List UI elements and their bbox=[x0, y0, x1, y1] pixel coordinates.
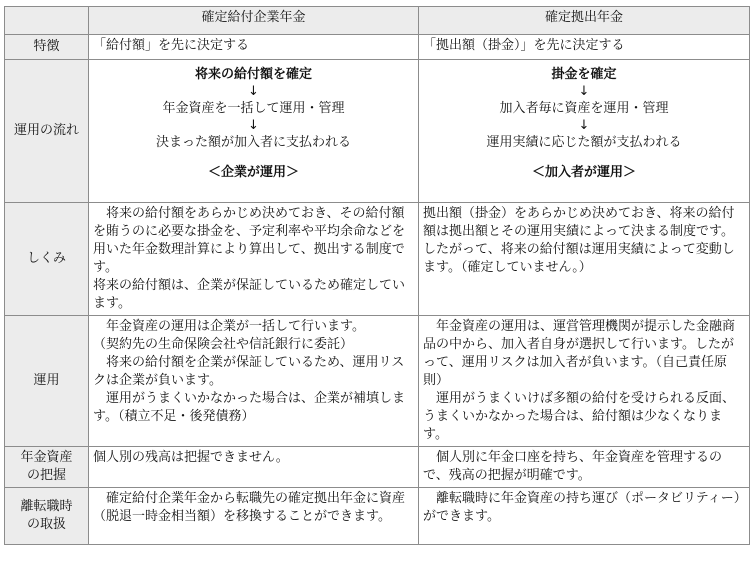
cell-feature-dc: 「拠出額（掛金）」を先に決定する bbox=[419, 35, 750, 60]
flow-dc-summary: ＜加入者が運用＞ bbox=[531, 165, 636, 180]
row-mechanism bbox=[5, 203, 750, 316]
cell-job-change-dc bbox=[419, 488, 750, 545]
mechanism-dc-paragraph-1: 拠出額（掛金）をあらかじめ決めておき、将来の給付額は拠出額とその運用実績によって決まる制度です。 bbox=[423, 206, 735, 239]
header-row bbox=[5, 7, 750, 35]
row-label-mechanism-text: しくみ bbox=[26, 251, 66, 266]
down-arrow-icon: ↓ bbox=[248, 84, 259, 99]
job-change-db-text: 確定給付企業年金から転職先の確定拠出年金に資産（脱退一時金相当額）を移換することができます。 bbox=[93, 491, 406, 524]
mechanism-dc-paragraph-2: したがって、将来の給付額は運用実績によって変動します。（確定していません。） bbox=[423, 242, 735, 275]
flow-db-summary: ＜企業が運用＞ bbox=[207, 165, 299, 180]
row-label-flow bbox=[5, 60, 89, 203]
row-feature bbox=[5, 35, 750, 60]
row-label-asset-grasp bbox=[5, 447, 89, 488]
operation-db-paragraph-3: 将来の給付額を企業が保証しているため、運用リスクは企業が負います。 bbox=[93, 355, 405, 388]
operation-dc-paragraph-2: 運用がうまくいけば多額の給付を受けられる反面、うまくいかなかった場合は、給付額は少なくなります。 bbox=[423, 391, 736, 442]
cell-operation-dc bbox=[419, 316, 750, 447]
header-corner-cell bbox=[5, 7, 89, 35]
cell-asset-grasp-db bbox=[89, 447, 419, 488]
operation-db-paragraph-2: （契約先の生命保険会社や信託銀行に委託） bbox=[93, 337, 354, 352]
row-label-flow-text: 運用の流れ bbox=[13, 123, 79, 138]
flow-spacer bbox=[423, 152, 745, 164]
row-asset-grasp bbox=[5, 447, 750, 488]
pension-comparison-table bbox=[4, 6, 750, 545]
cell-feature-db: 「給付額」を先に決定する bbox=[89, 35, 419, 60]
flow-spacer bbox=[93, 152, 414, 164]
flow-dc-step2: 加入者毎に資産を運用・管理 bbox=[499, 101, 669, 116]
row-job-change bbox=[5, 488, 750, 545]
cell-flow-db bbox=[89, 60, 419, 203]
cell-operation-db bbox=[89, 316, 419, 447]
cell-job-change-db bbox=[89, 488, 419, 545]
cell-flow-dc bbox=[419, 60, 750, 203]
mechanism-db-paragraph-1: 将来の給付額をあらかじめ決めておき、その給付額を賄うのに必要な掛金を、予定利率や平均余命などを用いた年金数理計算により算出して、拠出する制度です。 bbox=[93, 206, 406, 275]
row-label-asset-grasp-line2: の把握 bbox=[26, 468, 66, 483]
operation-dc-paragraph-1: 年金資産の運用は、運営管理機関が提示した金融商品の中から、加入者自身が選択して行います。したがって、運用リスクは加入者が負います。（自己責任原則） bbox=[423, 319, 736, 388]
row-label-job-change bbox=[5, 488, 89, 545]
flow-db-step2: 年金資産を一括して運用・管理 bbox=[162, 101, 345, 116]
asset-grasp-db-text: 個人別の残高は把握できません。 bbox=[93, 450, 289, 465]
flow-dc-step3: 運用実績に応じた額が支払われる bbox=[486, 135, 682, 150]
down-arrow-icon: ↓ bbox=[578, 118, 590, 133]
flow-dc-step1: 掛金を確定 bbox=[551, 67, 617, 82]
down-arrow-icon: ↓ bbox=[248, 118, 259, 133]
header-defined-benefit: 確定給付企業年金 bbox=[89, 7, 419, 35]
row-label-feature-text: 特徴 bbox=[33, 39, 60, 54]
row-label-job-change-line1: 離転職時 bbox=[20, 499, 73, 514]
flow-db-step1: 将来の給付額を確定 bbox=[194, 67, 312, 82]
row-label-operation-text: 運用 bbox=[33, 373, 60, 388]
cell-asset-grasp-dc bbox=[419, 447, 750, 488]
operation-db-paragraph-4: 運用がうまくいかなかった場合は、企業が補填します。（積立不足・後発債務） bbox=[93, 391, 406, 424]
header-defined-contribution: 確定拠出年金 bbox=[419, 7, 750, 35]
row-label-operation bbox=[5, 316, 89, 447]
row-operation bbox=[5, 316, 750, 447]
row-label-mechanism bbox=[5, 203, 89, 316]
row-label-asset-grasp-line1: 年金資産 bbox=[20, 450, 73, 465]
operation-db-paragraph-1: 年金資産の運用は企業が一括して行います。 bbox=[106, 319, 365, 334]
mechanism-db-paragraph-2: 将来の給付額は、企業が保証しているため確定しています。 bbox=[93, 278, 406, 311]
cell-mechanism-dc bbox=[419, 203, 750, 316]
row-label-feature bbox=[5, 35, 89, 60]
row-flow bbox=[5, 60, 750, 203]
down-arrow-icon: ↓ bbox=[578, 84, 590, 99]
cell-mechanism-db bbox=[89, 203, 419, 316]
job-change-dc-text: 離転職時に年金資産の持ち運び（ポータビリティー）ができます。 bbox=[423, 491, 741, 524]
flow-db-step3: 決まった額が加入者に支払われる bbox=[155, 135, 351, 150]
asset-grasp-dc-text: 個人別に年金口座を持ち、年金資産を管理するので、残高の把握が明確です。 bbox=[423, 450, 723, 483]
row-label-job-change-line2: の取扱 bbox=[26, 517, 66, 532]
